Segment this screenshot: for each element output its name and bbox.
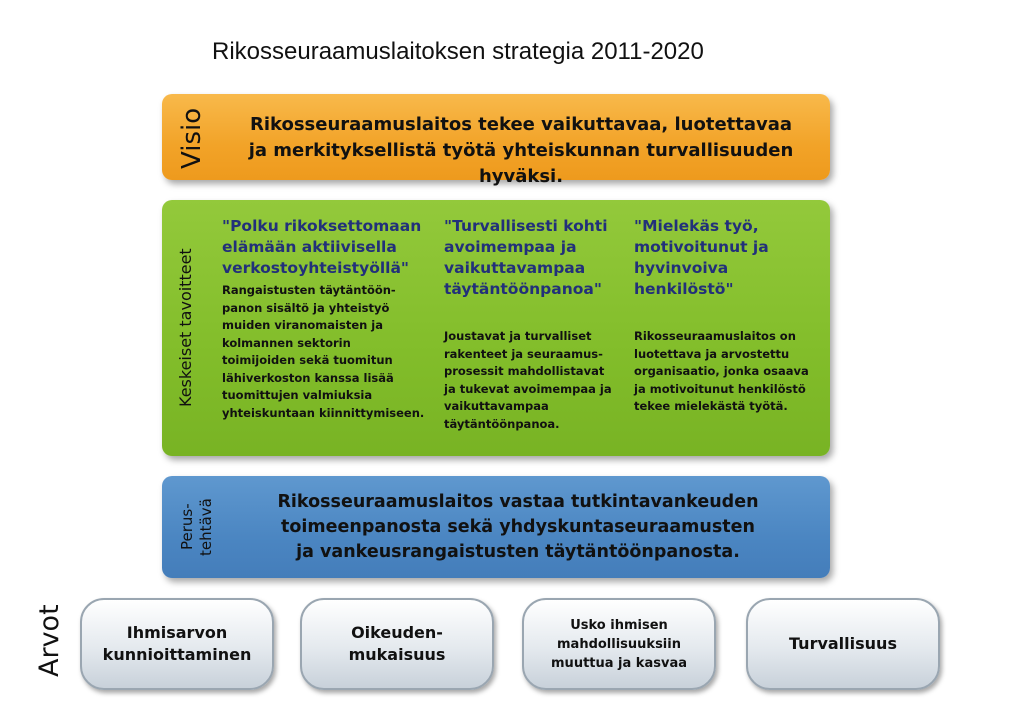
keskeiset-tavoitteet-panel bbox=[162, 200, 830, 456]
value-label: Ihmisarvon kunnioittaminen bbox=[102, 623, 252, 664]
goal-item bbox=[222, 216, 442, 422]
value-card-turvallisuus bbox=[746, 598, 940, 690]
goal-item bbox=[634, 216, 822, 413]
value-label: Oikeuden- mukaisuus bbox=[348, 623, 446, 664]
visio-label: Visio bbox=[177, 107, 207, 169]
goal-description: Joustavat ja turvalliset rakenteet ja seuraamus- prosessit mahdollistavat ja tukevat avoimempaa ja vaikuttavampaa täytäntöönpanoa. bbox=[444, 329, 612, 431]
perustehtava-label: Perus- tehtävä bbox=[178, 498, 215, 556]
goal-title: "Polku rikoksettomaan elämään aktiivisella verkostoyhteistyöllä" bbox=[222, 217, 422, 277]
goal-description: Rangaistusten täytäntöön- panon sisältö ja yhteistyö muiden viranomaisten ja kolmannen sektorin toimijoiden sekä tuomitun lähiverkoston kanssa lisää tuomittujen valmiuksia yhteiskuntaan kiinnittymiseen. bbox=[222, 283, 425, 420]
goal-title: "Turvallisesti kohti avoimempaa ja vaikuttavampaa täytäntöönpanoa" bbox=[444, 217, 608, 298]
value-card-ihmisarvo bbox=[80, 598, 274, 690]
value-label: Turvallisuus bbox=[789, 634, 897, 653]
value-card-oikeudenmukaisuus bbox=[300, 598, 494, 690]
visio-panel bbox=[162, 94, 830, 187]
arvot-label: Arvot bbox=[34, 604, 65, 678]
value-card-usko-ihmiseen bbox=[522, 598, 716, 690]
visio-statement bbox=[222, 112, 820, 190]
goal-description: Rikosseuraamuslaitos on luotettava ja arvostettu organisaatio, jonka osaava ja motivoitunut henkilöstö tekee mielekästä työtä. bbox=[634, 329, 809, 413]
value-label: Usko ihmisen mahdollisuuksiin muuttua ja kasvaa bbox=[551, 617, 687, 671]
perustehtava-statement bbox=[224, 490, 812, 565]
perustehtava-text: Rikosseuraamuslaitos vastaa tutkintavankeuden toimeenpanosta sekä yhdyskuntaseuraamusten ja vankeusrangaistusten täytäntöönpanosta. bbox=[277, 492, 759, 562]
goal-title: "Mielekäs työ, motivoitunut ja hyvinvoiva henkilöstö" bbox=[634, 217, 769, 298]
perustehtava-panel bbox=[162, 476, 830, 578]
diagram-title: Rikosseuraamuslaitoksen strategia 2011-2020 bbox=[212, 38, 704, 65]
keskeiset-tavoitteet-label: Keskeiset tavoitteet bbox=[176, 248, 195, 408]
visio-text: Rikosseuraamuslaitos tekee vaikuttavaa, luotettavaa ja merkityksellistä työtä yhteiskunnan turvallisuuden hyväksi. bbox=[248, 114, 794, 187]
goal-item bbox=[444, 216, 624, 431]
